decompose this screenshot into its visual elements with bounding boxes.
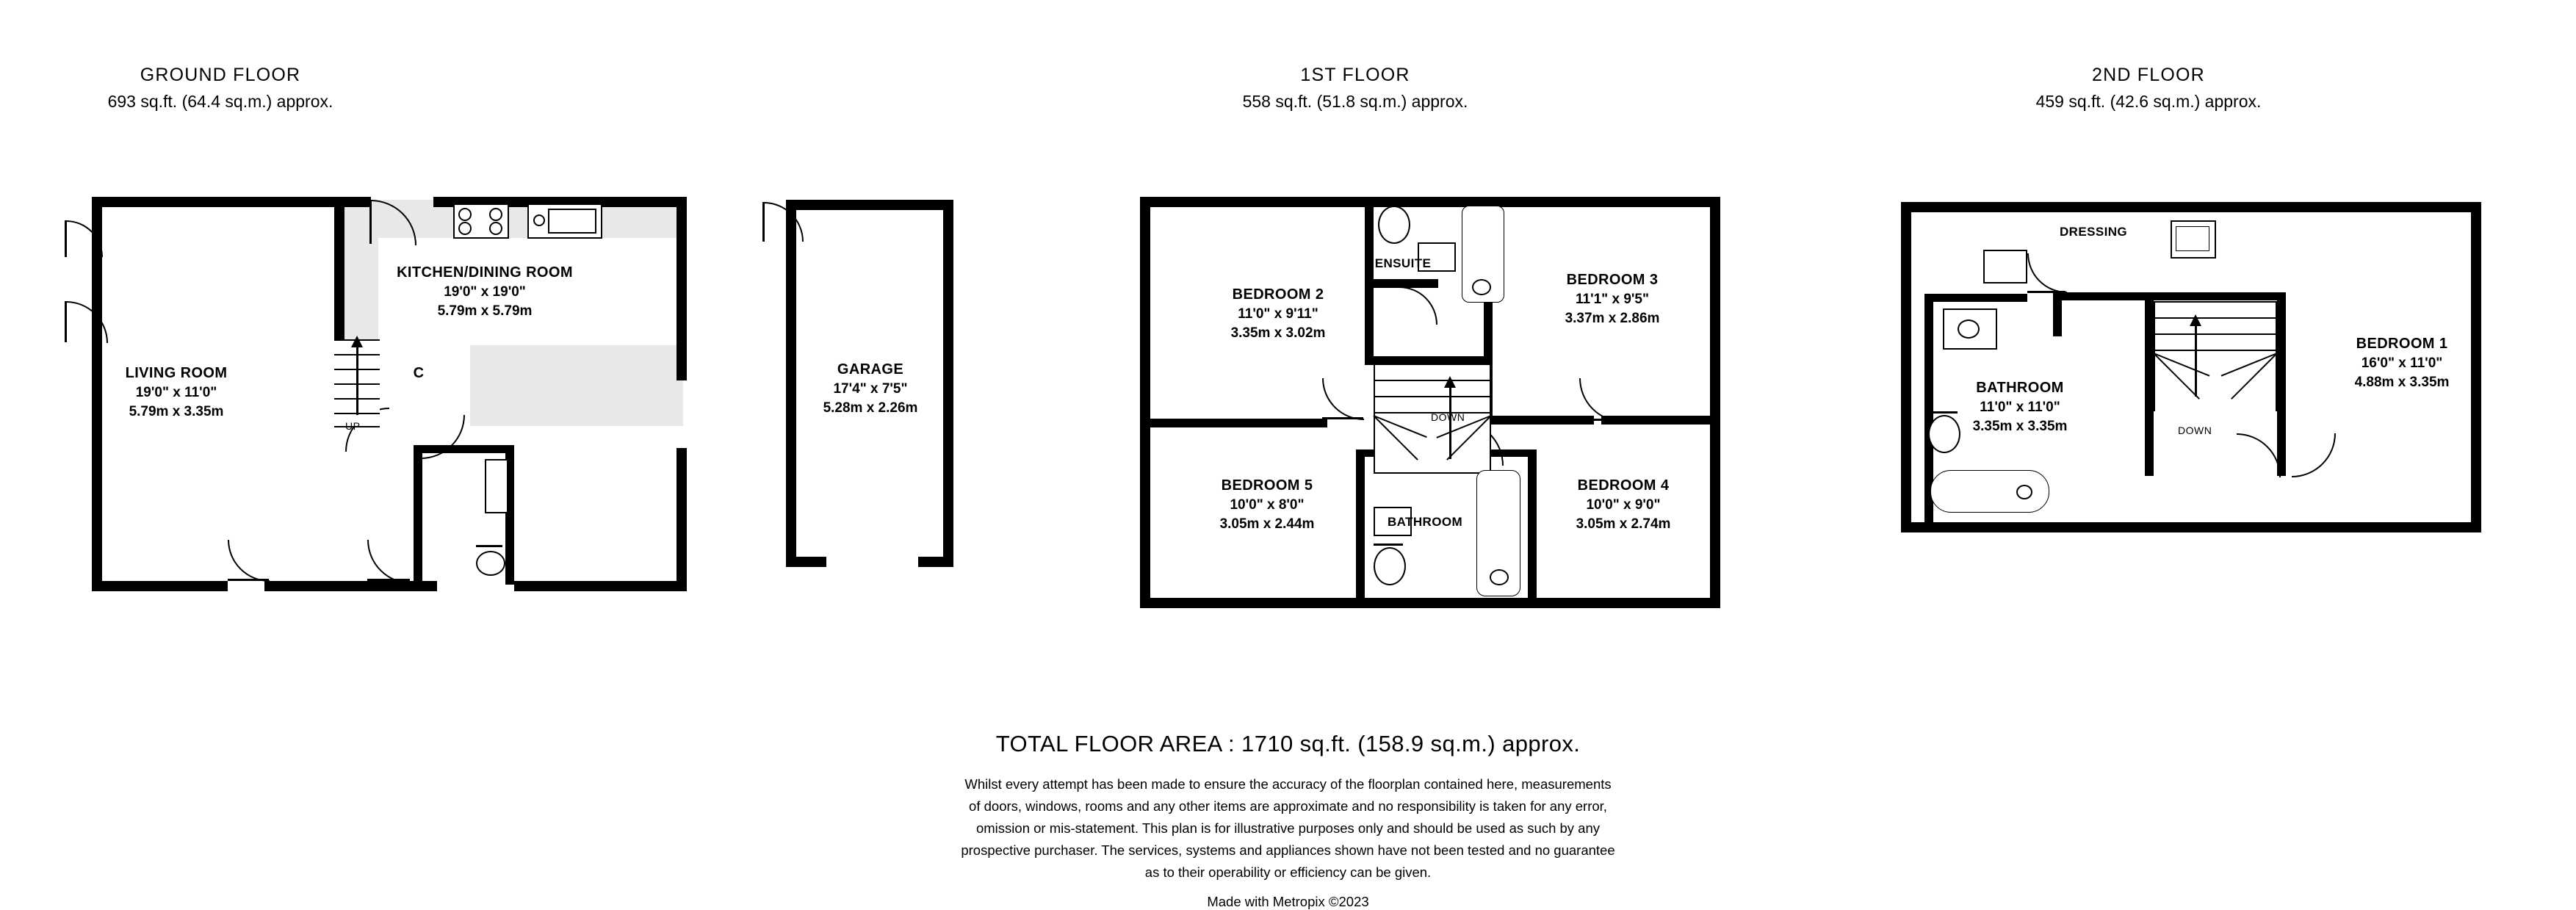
f1-wall-mid-left [1140, 419, 1327, 427]
window-bottom-2 [556, 582, 638, 591]
room-label-living: LIVING ROOM 19'0" x 11'0" 5.79m x 3.35m [125, 365, 228, 419]
room-label-garage: GARAGE 17'4" x 7'5" 5.28m x 2.26m [823, 361, 918, 416]
f2-wall-bath-top [1924, 294, 2027, 302]
room-label-bedroom3: BEDROOM 3 11'1" x 9'5" 3.37m x 2.86m [1565, 272, 1660, 326]
wall-top-hall [334, 197, 371, 207]
f2-window-right [2472, 242, 2481, 310]
room-label-bathroom-f2: BATHROOM 11'0" x 11'0" 3.35m x 3.35m [1972, 380, 2068, 434]
f1-stairs-down-label: DOWN [1431, 411, 1465, 423]
floor-title: 1ST FLOOR [1300, 65, 1410, 85]
room-label-bedroom4: BEDROOM 4 10'0" x 9'0" 3.05m x 2.74m [1576, 477, 1671, 532]
garage-wall-bottom-left [786, 557, 826, 567]
f1-door-ensuite [1399, 286, 1437, 325]
f2-wall-stair-top [2145, 292, 2286, 300]
wall-wc-top [414, 445, 509, 453]
door-living-bottom-arc [228, 540, 270, 582]
f2-wall-stair-left [2145, 292, 2154, 476]
f2-door-landing [2237, 433, 2281, 477]
floor-heading-first [1098, 65, 1612, 112]
f1-window-top-2 [1594, 198, 1662, 206]
f2-door-bed1 [2292, 433, 2336, 477]
wall-wc-left [414, 445, 422, 585]
f1-toilet-icon [1378, 206, 1410, 244]
made-with-credit: Made with Metropix ©2023 [1207, 893, 1369, 909]
door-wc-arc [367, 540, 411, 584]
room-label-bedroom5: BEDROOM 5 10'0" x 8'0" 3.05m x 2.44m [1219, 477, 1315, 532]
wall-right-kitchen [677, 197, 687, 380]
floor-heading-ground [0, 65, 477, 112]
f2-door-bath [2027, 253, 2067, 293]
f1-window-left-2 [1141, 470, 1150, 530]
f2-wall-bottom [1901, 522, 2481, 532]
room-label-dressing: DRESSING [2060, 225, 2127, 239]
f1-door-bed2 [1322, 378, 1364, 420]
f2-basin2-icon [1983, 250, 2027, 284]
shower-icon [485, 459, 508, 513]
room-label-kitchen: KITCHEN/DINING ROOM 19'0" x 19'0" 5.79m x 5.79m [397, 264, 573, 319]
f1-wall-mid-right [1484, 416, 1594, 425]
total-floor-area: TOTAL FLOOR AREA : 1710 sq.ft. (158.9 sq.m.) approx. [995, 731, 1581, 756]
floor-area: 459 sq.ft. (42.6 sq.m.) approx. [2035, 92, 2262, 111]
floor-title: 2ND FLOOR [2092, 65, 2205, 85]
floor-area: 558 sq.ft. (51.8 sq.m.) approx. [1242, 92, 1468, 111]
floor-area: 693 sq.ft. (64.4 sq.m.) approx. [107, 92, 333, 111]
f2-window-left [1902, 235, 1911, 288]
f2-wall-stair-right [2277, 292, 2286, 476]
disclaimer: Whilst every attempt has been made to ensure the accuracy of the floorplan contained here, measurements of doors, windows, rooms and any other items are approximate and no responsibility is taken for any error, omission or mis-statement. This plan is for illustrative purposes only and should be used as such by any prospective purchaser. The services, systems and appliances shown have not been tested and no guarantee as to their operability or efficiency can be given. [961, 776, 1615, 880]
f1-window-top-1 [1205, 198, 1272, 206]
room-label-cupboard: C [413, 365, 425, 381]
wall-bottom-mid [264, 581, 342, 591]
f1-window-bottom-1 [1175, 599, 1258, 607]
f2-stairs-arrow [2195, 323, 2197, 397]
window-bottom-1 [144, 582, 226, 591]
f2-window-top [1969, 203, 2058, 212]
stairs-up-arrow [356, 345, 358, 415]
window-right [677, 463, 686, 530]
f1-window-left [1141, 247, 1150, 307]
floor-heading-second [1891, 65, 2406, 112]
garage-wall-bottom-right [918, 557, 953, 567]
footer-block [0, 731, 2576, 910]
toilet-icon [476, 551, 505, 576]
f1-toilet2-icon [1374, 547, 1406, 585]
f1-window-bottom-2 [1587, 599, 1669, 607]
room-label-bedroom2: BEDROOM 2 11'0" x 9'11" 3.35m x 3.02m [1230, 286, 1326, 341]
room-label-bathroom-f1: BATHROOM [1387, 515, 1463, 529]
room-label-ensuite: ENSUITE [1374, 256, 1432, 270]
f2-stairs [2154, 301, 2277, 411]
stairs-up-label: UP [345, 420, 361, 432]
floor-title: GROUND FLOOR [140, 65, 301, 85]
garage-wall-top [786, 200, 953, 210]
f2-stairs-down-label: DOWN [2178, 425, 2212, 436]
fill-island [470, 345, 683, 426]
wall-bottom-wc [342, 581, 437, 591]
wall-top-left [92, 197, 342, 207]
room-label-bedroom1: BEDROOM 1 16'0" x 11'0" 4.88m x 3.35m [2354, 336, 2450, 390]
